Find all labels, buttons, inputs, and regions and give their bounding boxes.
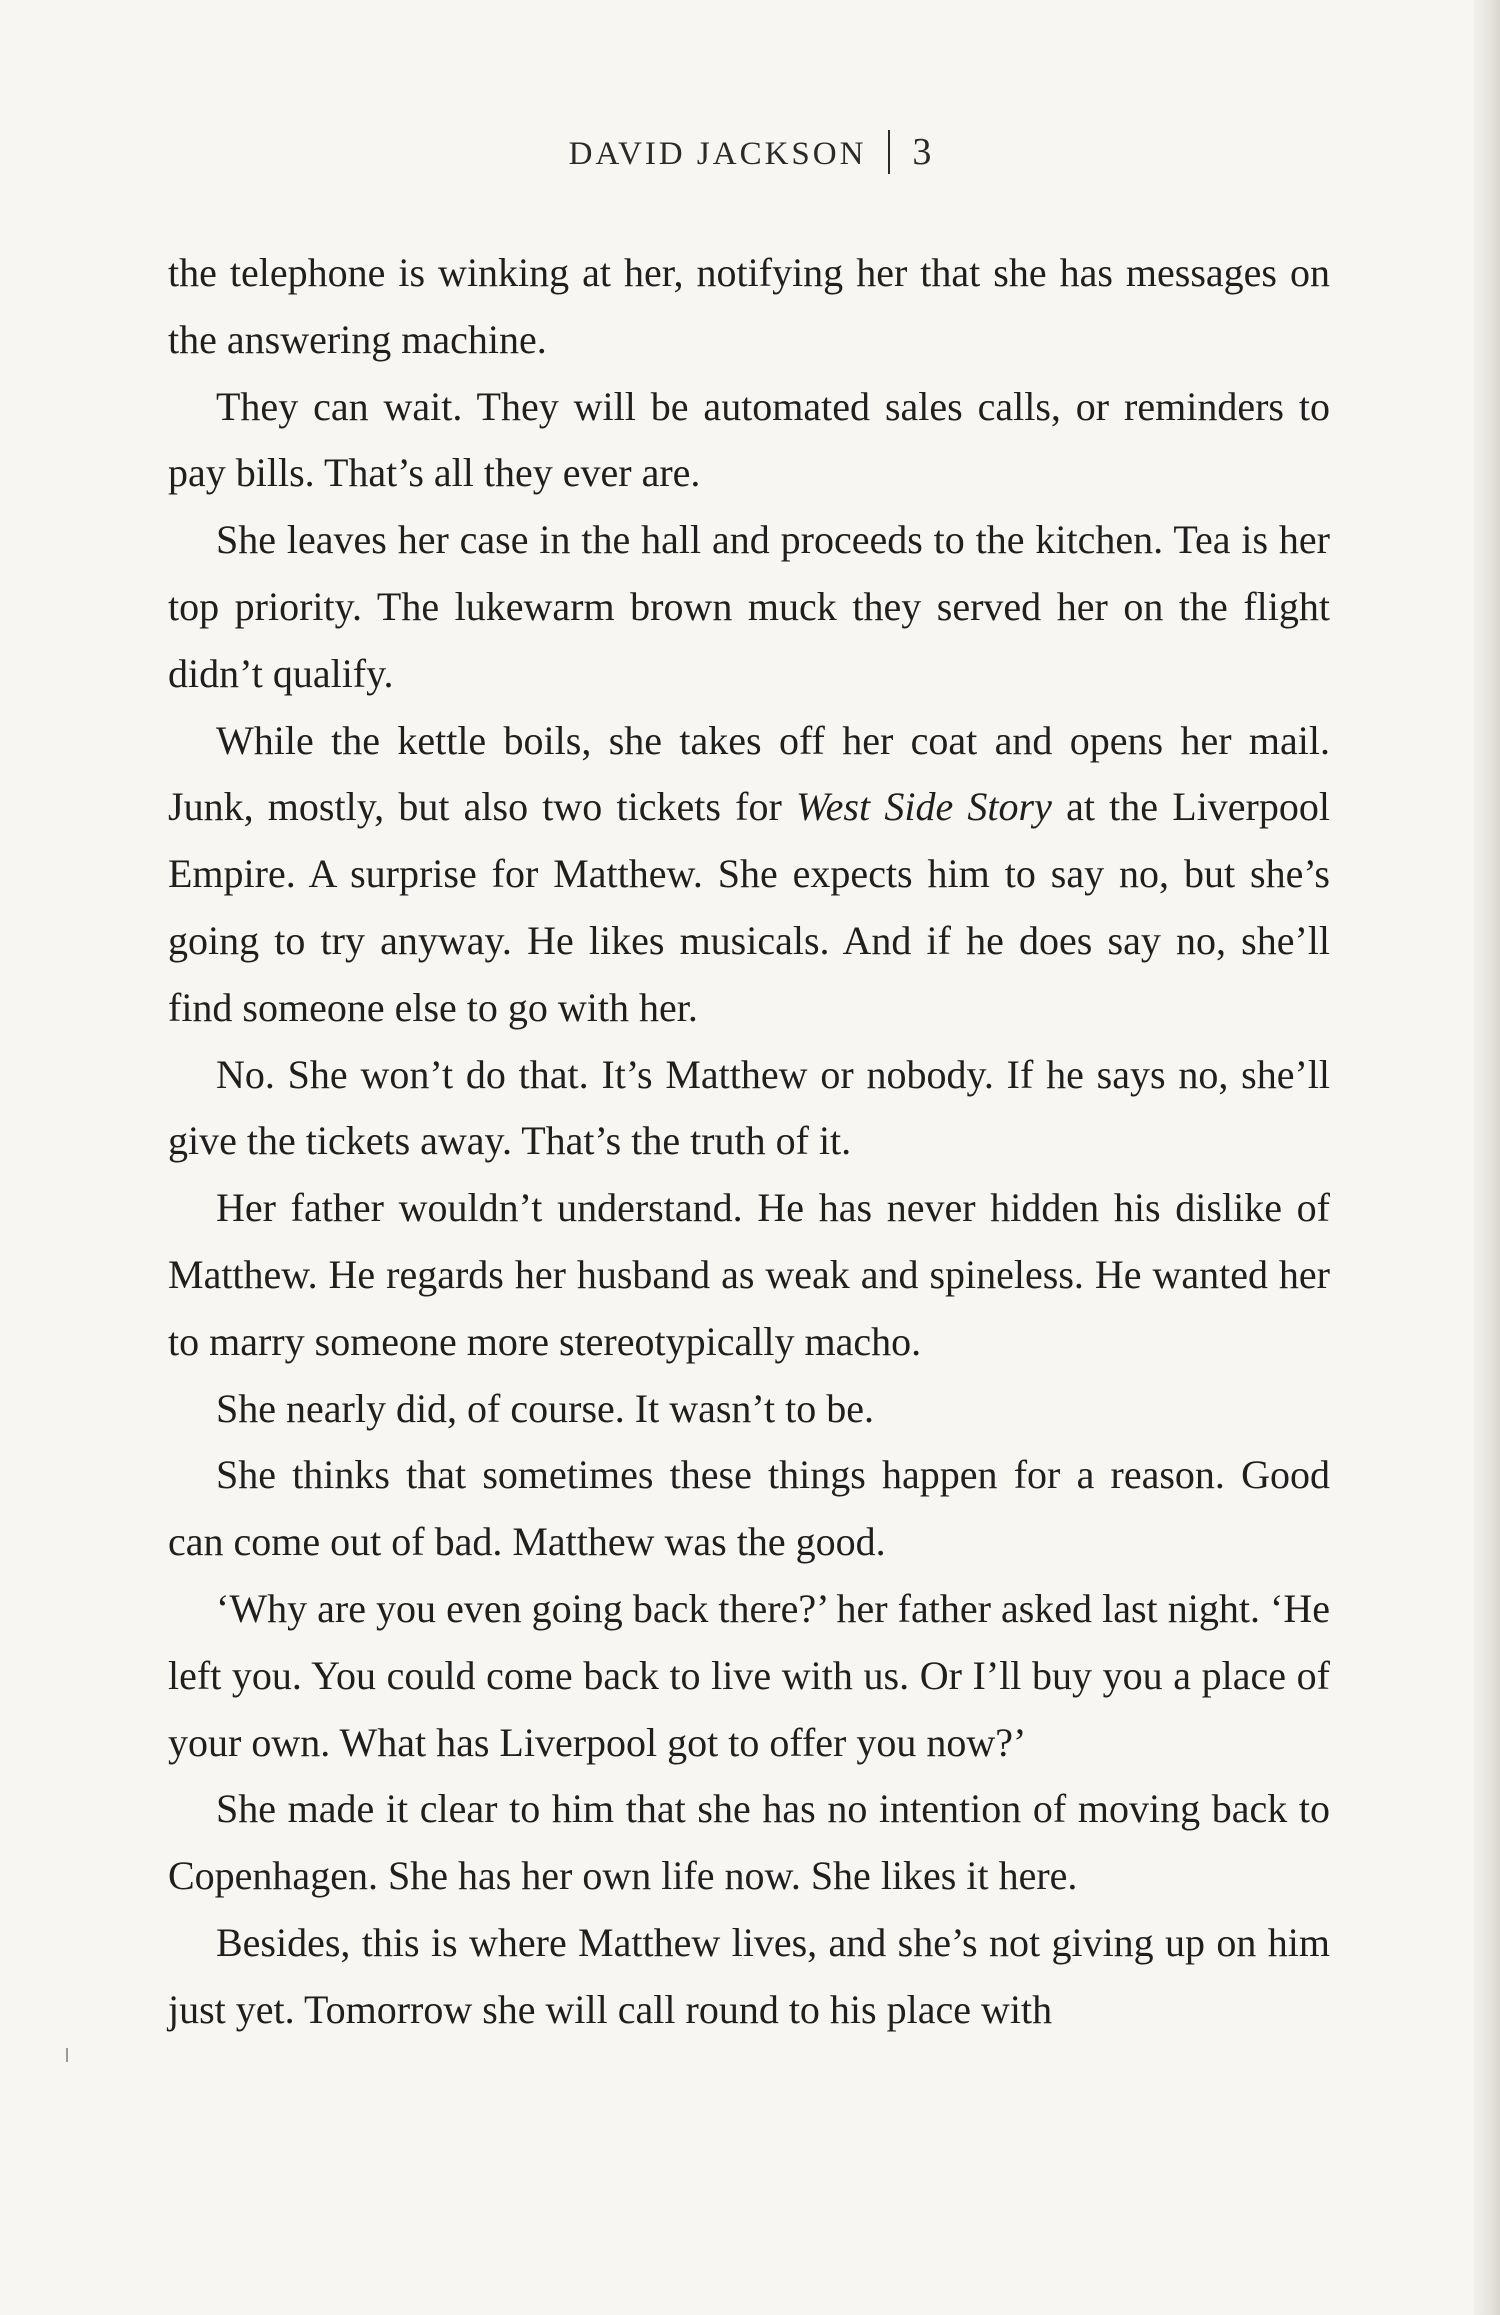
header-separator: [888, 130, 890, 174]
paragraph: Her father wouldn’t understand. He has never hidden his dislike of Matthew. He regards her husband as weak and spineless. He wanted her to marry someone more stereotypically macho.: [168, 1185, 1330, 1364]
paragraph: She nearly did, of course. It wasn’t to be.: [216, 1385, 874, 1431]
paragraph: She made it clear to him that she has no intention of moving back to Copenhagen. She has her own life now. She likes it here.: [168, 1786, 1330, 1899]
page-edge-shadow: [1474, 0, 1500, 2315]
page-number: 3: [912, 131, 932, 173]
body-text: [168, 240, 1330, 2044]
paragraph-text: While the kettle boils, she takes off her coat and opens her mail. Junk, mostly, but also two tickets for: [168, 717, 1330, 830]
paragraph-text: at the Liverpool Empire. A surprise for Matthew. She expects him to say no, but she’s going to try anyway. He likes musicals. And if he does say no, she’ll find someone else to go with her.: [168, 784, 1330, 1030]
paragraph: They can wait. They will be automated sales calls, or reminders to pay bills. That’s all they ever are.: [168, 383, 1330, 496]
paragraph: Besides, this is where Matthew lives, and she’s not giving up on him just yet. Tomorrow she will call round to his place with: [168, 1919, 1330, 2032]
paragraph: the telephone is winking at her, notifying her that she has messages on the answering machine.: [168, 250, 1330, 362]
stray-mark: [66, 2048, 68, 2062]
book-title: West Side Story: [796, 784, 1052, 830]
author-name: DAVID JACKSON: [568, 136, 867, 172]
paragraph: She thinks that sometimes these things happen for a reason. Good can come out of bad. Matthew was the good.: [168, 1452, 1330, 1565]
paragraph: No. She won’t do that. It’s Matthew or nobody. If he says no, she’ll give the tickets away. That’s the truth of it.: [168, 1051, 1330, 1164]
paragraph: ‘Why are you even going back there?’ her father asked last night. ‘He left you. You could come back to live with us. Or I’ll buy you a place of your own. What has Liverpool got to offer you now?’: [168, 1585, 1330, 1765]
paragraph: She leaves her case in the hall and proceeds to the kitchen. Tea is her top priority. The lukewarm brown muck they served her on the flight didn’t qualify.: [168, 517, 1330, 696]
running-head: [0, 130, 1500, 178]
paragraph: [168, 708, 1330, 1042]
